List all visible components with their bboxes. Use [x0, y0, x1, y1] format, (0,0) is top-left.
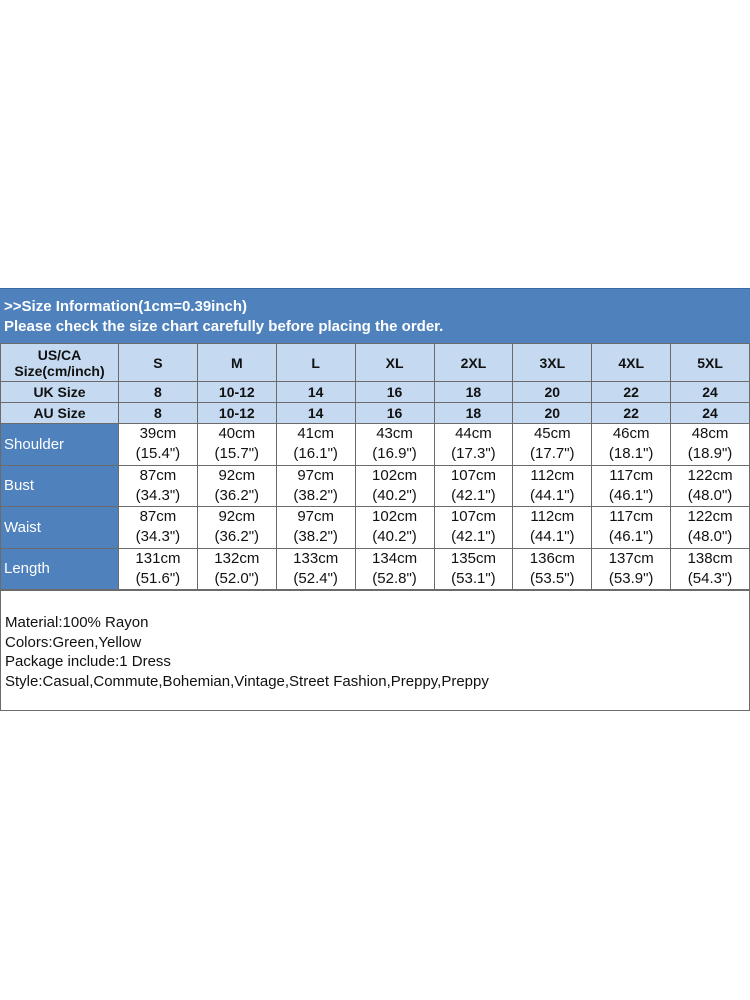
cm-value: 97cm — [297, 466, 335, 484]
measurement-cell — [592, 465, 671, 507]
inch-value: (48.0") — [687, 486, 733, 504]
au-size-cell: 20 — [513, 403, 592, 424]
measurement-cell — [355, 465, 434, 507]
measurement-label: Length — [1, 548, 119, 590]
au-size-cell: 24 — [671, 403, 750, 424]
us-size-cell: M — [197, 344, 276, 382]
cm-value: 122cm — [687, 508, 733, 526]
measurement-cell — [513, 465, 592, 507]
measurement-label: Bust — [1, 465, 119, 507]
cm-value: 43cm — [376, 425, 413, 443]
info-style: Style:Casual,Commute,Bohemian,Vintage,Street Fashion,Preppy,Preppy — [5, 672, 489, 690]
measurement-cell — [119, 424, 198, 466]
inch-value: (44.1") — [530, 528, 575, 546]
us-size-cell: XL — [355, 344, 434, 382]
measurement-cell — [119, 507, 198, 549]
uk-size-cell: 16 — [355, 382, 434, 403]
cm-value: 107cm — [450, 508, 496, 526]
inch-value: (34.3") — [135, 486, 181, 504]
cm-value: 136cm — [529, 549, 575, 567]
inch-value: (34.3") — [135, 528, 181, 546]
inch-value: (52.4") — [293, 569, 338, 587]
inch-value: (36.2") — [214, 486, 260, 504]
measurement-cell — [434, 507, 513, 549]
inch-value: (46.1") — [608, 486, 654, 504]
product-info — [0, 590, 750, 711]
uk-size-cell: 18 — [434, 382, 513, 403]
inch-value: (48.0") — [687, 528, 733, 546]
cm-value: 112cm — [530, 466, 575, 484]
size-chart-header — [0, 288, 750, 343]
measurement-row — [1, 424, 750, 466]
measurement-cell — [197, 548, 276, 590]
us-size-cell: 2XL — [434, 344, 513, 382]
measurement-cell — [355, 548, 434, 590]
measurement-cell — [434, 465, 513, 507]
cm-value: 133cm — [293, 549, 339, 567]
inch-value: (15.7") — [214, 445, 260, 463]
measurement-cell — [434, 548, 513, 590]
cm-value: 131cm — [135, 549, 181, 567]
au-size-cell: 14 — [276, 403, 355, 424]
us-label-line-1: US/CA — [37, 346, 82, 363]
inch-value: (17.7") — [530, 445, 575, 463]
inch-value: (40.2") — [372, 486, 417, 504]
inch-value: (40.2") — [372, 528, 417, 546]
us-size-cell: 3XL — [513, 344, 592, 382]
measurement-cell — [197, 465, 276, 507]
uk-size-cell: 8 — [119, 382, 198, 403]
uk-size-cell: 20 — [513, 382, 592, 403]
cm-value: 92cm — [218, 508, 256, 526]
measurement-cell — [276, 507, 355, 549]
info-material: Material:100% Rayon — [5, 614, 149, 631]
inch-value: (15.4") — [135, 445, 181, 463]
measurement-cell — [276, 424, 355, 466]
measurement-cell — [355, 424, 434, 466]
measurement-cell — [513, 507, 592, 549]
inch-value: (38.2") — [293, 486, 338, 504]
info-colors: Colors:Green,Yellow — [5, 633, 142, 651]
measurement-cell — [592, 548, 671, 590]
cm-value: 122cm — [687, 466, 733, 484]
cm-value: 134cm — [372, 549, 418, 567]
measurement-row — [1, 507, 750, 549]
cm-value: 44cm — [455, 425, 492, 443]
inch-value: (18.9") — [687, 445, 733, 463]
measurement-cell — [119, 465, 198, 507]
size-chart — [0, 288, 750, 590]
cm-value: 87cm — [139, 466, 177, 484]
cm-value: 48cm — [691, 425, 729, 443]
inch-value: (44.1") — [530, 486, 575, 504]
au-size-cell: 10-12 — [197, 403, 276, 424]
inch-value: (51.6") — [135, 569, 181, 587]
uk-size-cell: 22 — [592, 382, 671, 403]
cm-value: 138cm — [687, 549, 733, 567]
cm-value: 46cm — [612, 425, 650, 443]
measurement-cell — [592, 424, 671, 466]
cm-value: 92cm — [218, 466, 256, 484]
us-size-cell: L — [276, 344, 355, 382]
cm-value: 135cm — [450, 549, 496, 567]
au-size-cell: 22 — [592, 403, 671, 424]
cm-value: 112cm — [530, 508, 575, 526]
inch-value: (52.0") — [214, 569, 260, 587]
inch-value: (54.3") — [687, 569, 733, 587]
cm-value: 137cm — [608, 549, 654, 567]
measurement-cell — [276, 465, 355, 507]
inch-value: (53.1") — [451, 569, 496, 587]
us-size-label — [1, 344, 119, 382]
cm-value: 40cm — [218, 425, 256, 443]
au-size-cell: 18 — [434, 403, 513, 424]
measurement-cell — [119, 548, 198, 590]
header-line-2: Please check the size chart carefully before placing the order. — [4, 318, 444, 335]
inch-value: (46.1") — [608, 528, 654, 546]
cm-value: 107cm — [450, 466, 496, 484]
uk-size-cell: 14 — [276, 382, 355, 403]
measurement-cell — [671, 548, 750, 590]
inch-value: (52.8") — [372, 569, 417, 587]
measurement-cell — [434, 424, 513, 466]
measurement-label: Shoulder — [1, 424, 119, 466]
measurement-label: Waist — [1, 507, 119, 549]
cm-value: 97cm — [297, 508, 335, 526]
measurement-row — [1, 465, 750, 507]
cm-value: 102cm — [372, 508, 418, 526]
us-size-cell: 4XL — [592, 344, 671, 382]
au-size-cell: 8 — [119, 403, 198, 424]
measurement-cell — [513, 548, 592, 590]
info-package: Package include:1 Dress — [5, 653, 171, 670]
inch-value: (53.9") — [608, 569, 654, 587]
us-size-cell: 5XL — [671, 344, 750, 382]
measurement-cell — [671, 507, 750, 549]
header-line-1: >>Size Information(1cm=0.39inch) — [4, 298, 247, 315]
cm-value: 117cm — [609, 508, 654, 526]
au-size-cell: 16 — [355, 403, 434, 424]
au-size-label: AU Size — [1, 403, 119, 424]
measurement-cell — [671, 424, 750, 466]
cm-value: 45cm — [533, 425, 571, 443]
inch-value: (18.1") — [608, 445, 654, 463]
inch-value: (42.1") — [451, 486, 496, 504]
inch-value: (16.9") — [372, 445, 417, 463]
measurement-cell — [513, 424, 592, 466]
measurement-cell — [592, 507, 671, 549]
inch-value: (16.1") — [293, 445, 338, 463]
measurement-row — [1, 548, 750, 590]
measurement-cell — [355, 507, 434, 549]
measurement-cell — [197, 507, 276, 549]
cm-value: 132cm — [214, 549, 260, 567]
inch-value: (36.2") — [214, 528, 260, 546]
measurement-cell — [276, 548, 355, 590]
us-label-line-2: Size(cm/inch) — [14, 362, 105, 379]
cm-value: 39cm — [139, 425, 177, 443]
us-size-cell: S — [119, 344, 198, 382]
cm-value: 41cm — [297, 425, 335, 443]
inch-value: (17.3") — [451, 445, 496, 463]
inch-value: (42.1") — [451, 528, 496, 546]
uk-size-cell: 24 — [671, 382, 750, 403]
measurement-cell — [671, 465, 750, 507]
cm-value: 102cm — [372, 466, 418, 484]
measurement-cell — [197, 424, 276, 466]
uk-size-label: UK Size — [1, 382, 119, 403]
uk-size-cell: 10-12 — [197, 382, 276, 403]
cm-value: 87cm — [139, 508, 177, 526]
inch-value: (53.5") — [530, 569, 575, 587]
size-table — [0, 343, 750, 590]
inch-value: (38.2") — [293, 528, 338, 546]
cm-value: 117cm — [609, 466, 654, 484]
